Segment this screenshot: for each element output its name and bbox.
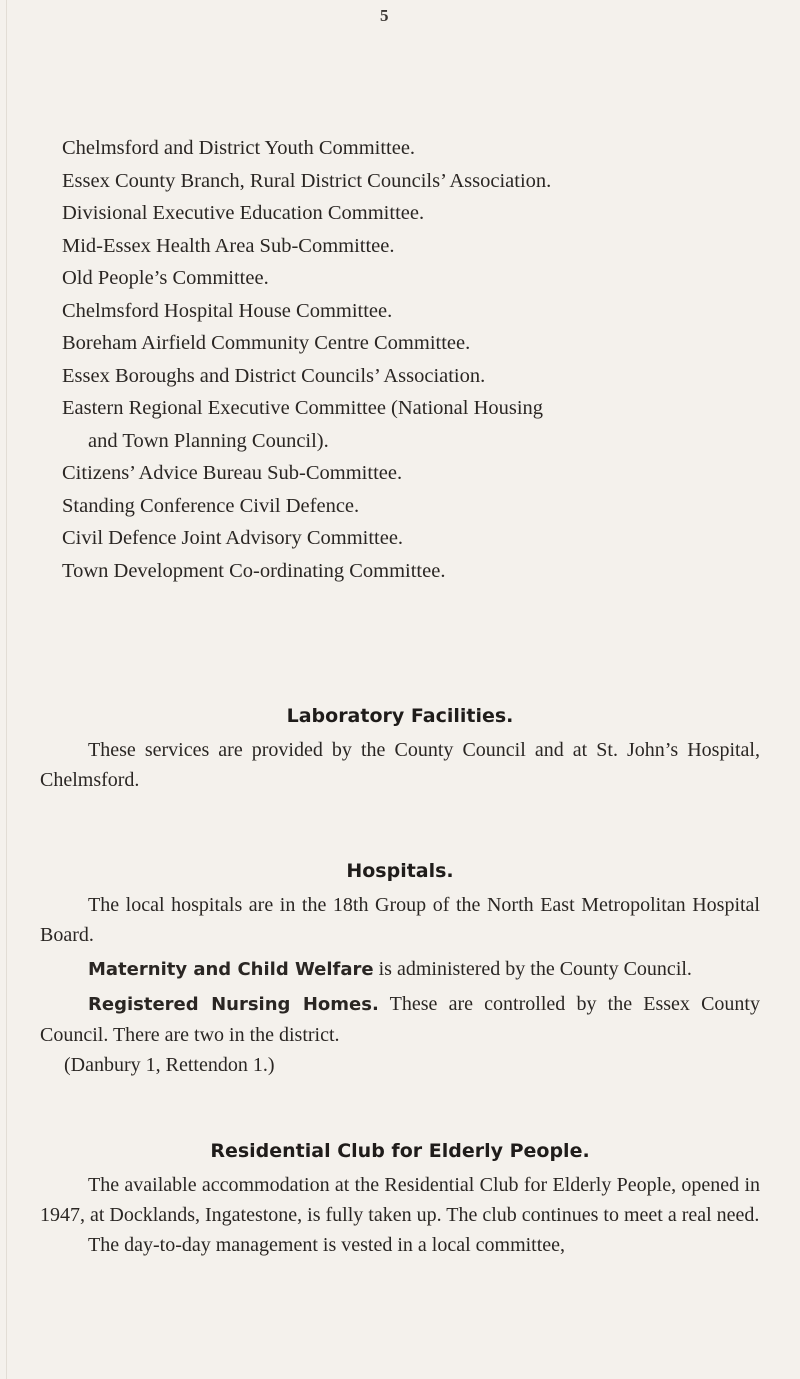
- page-number: 5: [380, 6, 389, 25]
- residential-heading: Residential Club for Elderly People.: [210, 1140, 590, 1162]
- committee-item: Chelmsford and District Youth Committee.: [62, 137, 416, 159]
- committee-item: Old People’s Committee.: [62, 267, 269, 289]
- committee-item: Standing Conference Civil Defence.: [62, 494, 360, 517]
- committee-list: [62, 132, 762, 587]
- committee-item: Divisional Executive Education Committee.: [62, 202, 425, 224]
- page-edge-shadow: [6, 0, 7, 1379]
- residential-text-continued: The day-to-day management is vested in a local committee,: [88, 1234, 566, 1256]
- laboratory-text: These services are provided by the County Council and at St. John’s Hospital, Chelmsford.: [40, 739, 760, 791]
- hospitals-section: [40, 860, 760, 1080]
- committee-item-line: Eastern Regional Executive Committee (National Housing: [62, 397, 544, 419]
- residential-text: The available accommodation at the Residential Club for Elderly People, opened in 1947, at Docklands, Ingatestone, is fully taken up. The club continues to meet a real need.: [40, 1174, 760, 1226]
- maternity-label: Maternity and Child Welfare: [88, 959, 374, 980]
- committee-item: Essex Boroughs and District Councils’ Association.: [62, 364, 486, 387]
- maternity-paragraph: [40, 954, 760, 985]
- committee-item: Citizens’ Advice Bureau Sub-Committee.: [62, 462, 403, 484]
- nursing-paragraph: [40, 989, 760, 1080]
- residential-section: [40, 1140, 760, 1260]
- committee-item: Mid-Essex Health Area Sub-Committee.: [62, 234, 395, 257]
- committee-item: Chelmsford Hospital House Committee.: [62, 299, 393, 322]
- committee-item: Town Development Co-ordinating Committee.: [62, 559, 446, 582]
- hospitals-text: The local hospitals are in the 18th Group of the North East Metropolitan Hospital Board.: [40, 894, 760, 946]
- committee-item-eastern-regional: [62, 392, 762, 457]
- committee-item: Essex County Branch, Rural District Councils’ Association.: [62, 169, 552, 192]
- committee-item-continuation: and Town Planning Council).: [88, 429, 329, 452]
- nursing-text: These are controlled by the Essex County Council. There are two in the district.: [40, 993, 760, 1046]
- laboratory-heading: Laboratory Facilities.: [286, 705, 514, 727]
- nursing-note: (Danbury 1, Rettendon 1.): [64, 1054, 275, 1076]
- nursing-label: Registered Nursing Homes.: [88, 994, 379, 1015]
- laboratory-section: [40, 705, 760, 795]
- maternity-text: is administered by the County Council.: [373, 958, 692, 980]
- committee-item: Civil Defence Joint Advisory Committee.: [62, 527, 404, 549]
- committee-item: Boreham Airfield Community Centre Committee.: [62, 332, 471, 354]
- hospitals-heading: Hospitals.: [346, 860, 454, 882]
